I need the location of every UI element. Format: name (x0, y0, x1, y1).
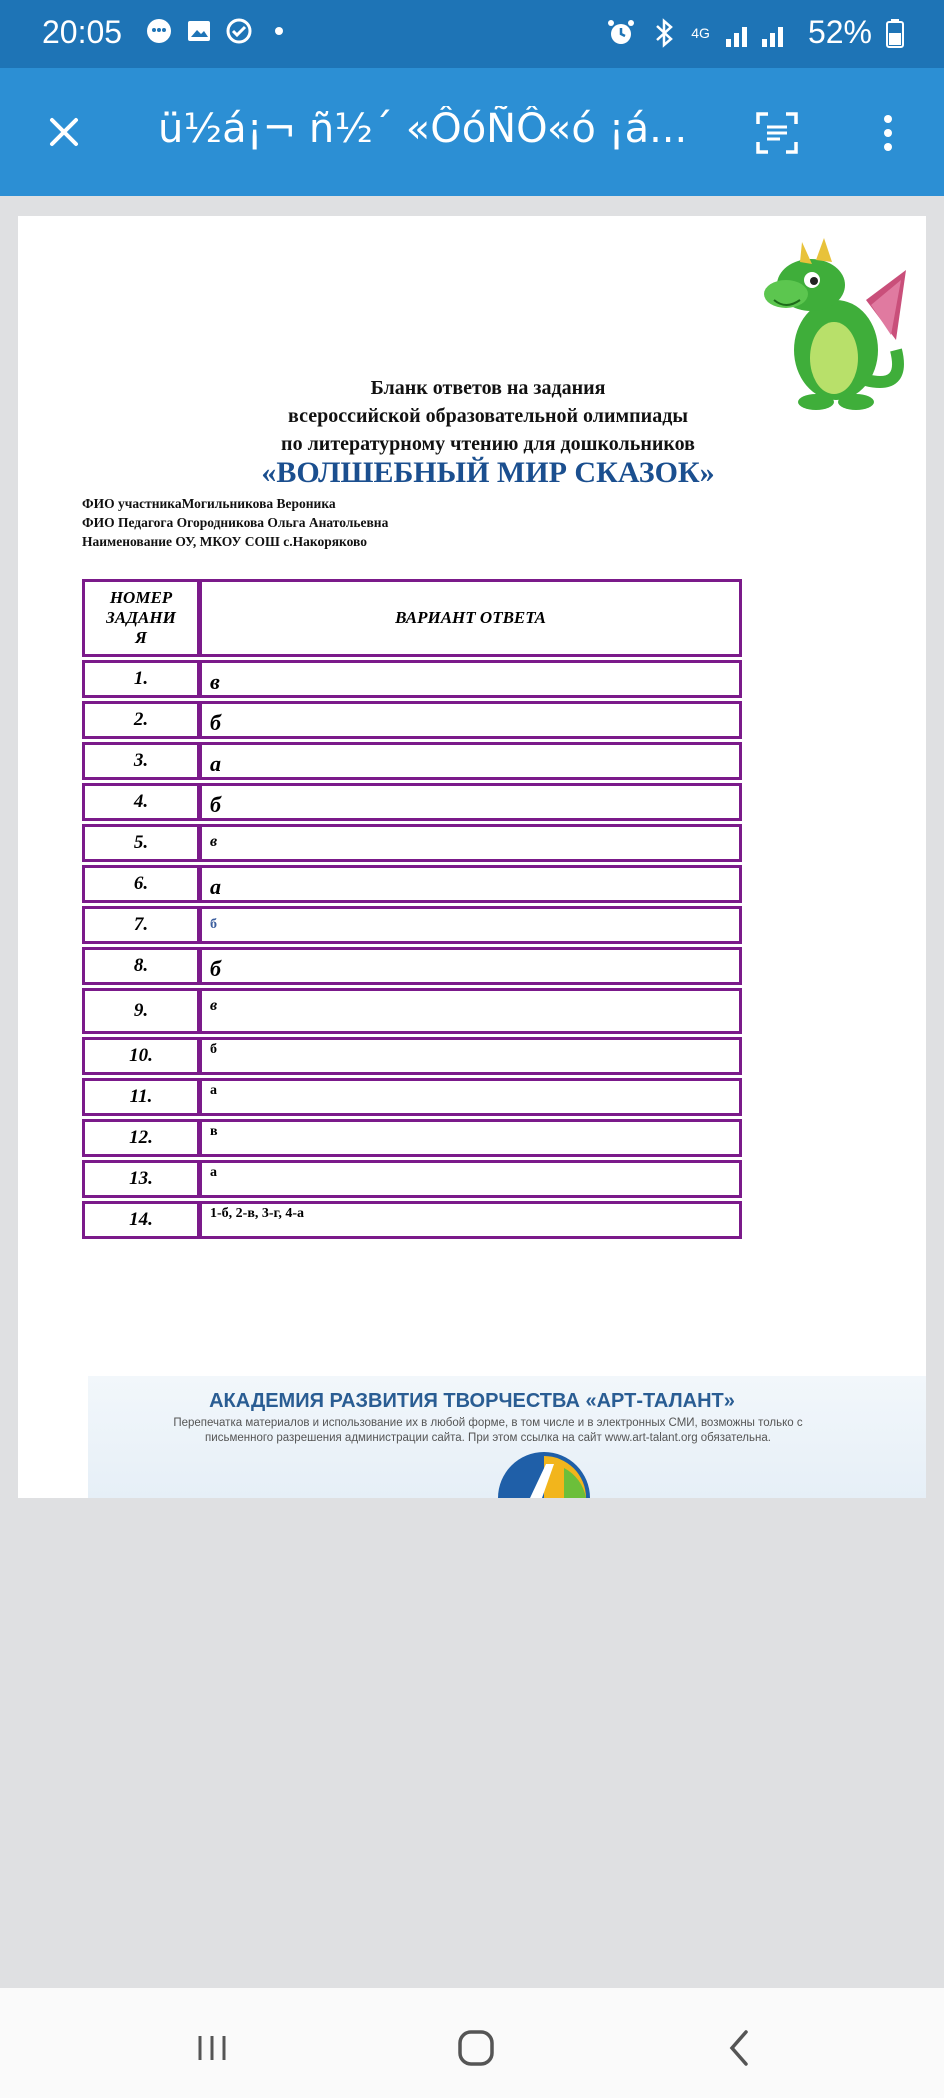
document-subtitle: «ВОЛШЕБНЫЙ МИР СКАЗОК» (261, 456, 715, 489)
alarm-icon (605, 17, 637, 49)
check-circle-icon (224, 16, 254, 46)
table-row (82, 947, 742, 985)
table-header (82, 579, 742, 657)
table-row (82, 906, 742, 944)
table-row (82, 783, 742, 821)
row-number: 11. (82, 1078, 199, 1116)
row-answer: в (199, 824, 742, 862)
recents-icon[interactable] (182, 2018, 242, 2078)
school-name: Наименование ОУ, МКОУ СОШ с.Накоряково (82, 534, 367, 549)
status-bar (0, 0, 944, 68)
academy-logo (494, 1448, 594, 1498)
table-row (82, 824, 742, 862)
back-icon[interactable] (710, 2018, 770, 2078)
messenger-icon (144, 16, 174, 46)
participant-info (82, 494, 388, 551)
row-number: 12. (82, 1119, 199, 1157)
row-answer: в (199, 1119, 742, 1157)
teacher-name: ФИО Педагога Огородникова Ольга Анатольевна (82, 515, 389, 530)
heading-line-1: Бланк ответов на задания (370, 377, 606, 399)
row-answer: в (199, 660, 742, 698)
row-number: 5. (82, 824, 199, 862)
row-answer: б (199, 947, 742, 985)
table-row (82, 1119, 742, 1157)
row-number: 1. (82, 660, 199, 698)
table-row (82, 1078, 742, 1116)
document-heading (208, 374, 768, 458)
header-answer: ВАРИАНТ ОТВЕТА (199, 579, 742, 657)
document-page (18, 216, 926, 1498)
battery-level: 52% (807, 14, 872, 50)
navigation-bar (0, 1988, 944, 2098)
battery-icon (886, 18, 904, 48)
table-row (82, 988, 742, 1034)
status-time: 20:05 (42, 14, 123, 50)
answers-table (82, 576, 742, 1242)
row-answer: б (199, 906, 742, 944)
row-number: 14. (82, 1201, 199, 1239)
row-number: 7. (82, 906, 199, 944)
dragon-illustration (756, 230, 918, 410)
row-answer: б (199, 1037, 742, 1075)
table-row (82, 1201, 742, 1239)
row-answer: б (199, 701, 742, 739)
row-number: 13. (82, 1160, 199, 1198)
table-row (82, 701, 742, 739)
signal-icon (724, 17, 794, 49)
row-number: 4. (82, 783, 199, 821)
row-number: 3. (82, 742, 199, 780)
row-answer: а (199, 1078, 742, 1116)
copyright-disclaimer (118, 1416, 858, 1446)
heading-line-2: всероссийской образовательной олимпиады (288, 405, 688, 427)
more-vert-icon[interactable] (868, 108, 908, 158)
dot-icon (264, 16, 294, 46)
disclaimer-line-1: Перепечатка материалов и использование их в любой форме, в том числе и в электронных СМИ, возможны только с (173, 1417, 803, 1429)
row-number: 8. (82, 947, 199, 985)
notification-icons (144, 16, 294, 46)
home-icon[interactable] (446, 2018, 506, 2078)
row-number: 10. (82, 1037, 199, 1075)
status-right (605, 14, 904, 51)
table-row (82, 865, 742, 903)
row-answer: в (199, 988, 742, 1034)
row-answer: 1-б, 2-в, 3-г, 4-а (199, 1201, 742, 1239)
row-answer: б (199, 783, 742, 821)
row-number: 2. (82, 701, 199, 739)
table-row (82, 1160, 742, 1198)
participant-name: ФИО участникаМогильникова Вероника (82, 496, 336, 511)
disclaimer-line-2: письменного разрешения администрации сайта. При этом ссылка на сайт www.art-talant.org обязательна. (205, 1432, 771, 1444)
network-type: 4G (691, 24, 710, 41)
table-row (82, 742, 742, 780)
heading-line-3: по литературному чтению для дошкольников (281, 433, 695, 455)
header-number: НОМЕР ЗАДАНИ Я (82, 579, 199, 657)
academy-name: АКАДЕМИЯ РАЗВИТИЯ ТВОРЧЕСТВА «АРТ-ТАЛАНТ» (209, 1390, 735, 1412)
row-number: 9. (82, 988, 199, 1034)
table-row (82, 660, 742, 698)
row-answer: а (199, 742, 742, 780)
close-icon[interactable] (36, 104, 92, 160)
document-title: ü½á¡¬ ñ½´ «ÔóÑÔ«ó ¡á... (158, 106, 688, 152)
app-bar (0, 68, 944, 196)
scan-text-icon[interactable] (752, 108, 802, 158)
row-answer: а (199, 865, 742, 903)
table-row (82, 1037, 742, 1075)
gallery-icon (184, 16, 214, 46)
row-answer: а (199, 1160, 742, 1198)
bluetooth-icon (651, 17, 677, 49)
row-number: 6. (82, 865, 199, 903)
